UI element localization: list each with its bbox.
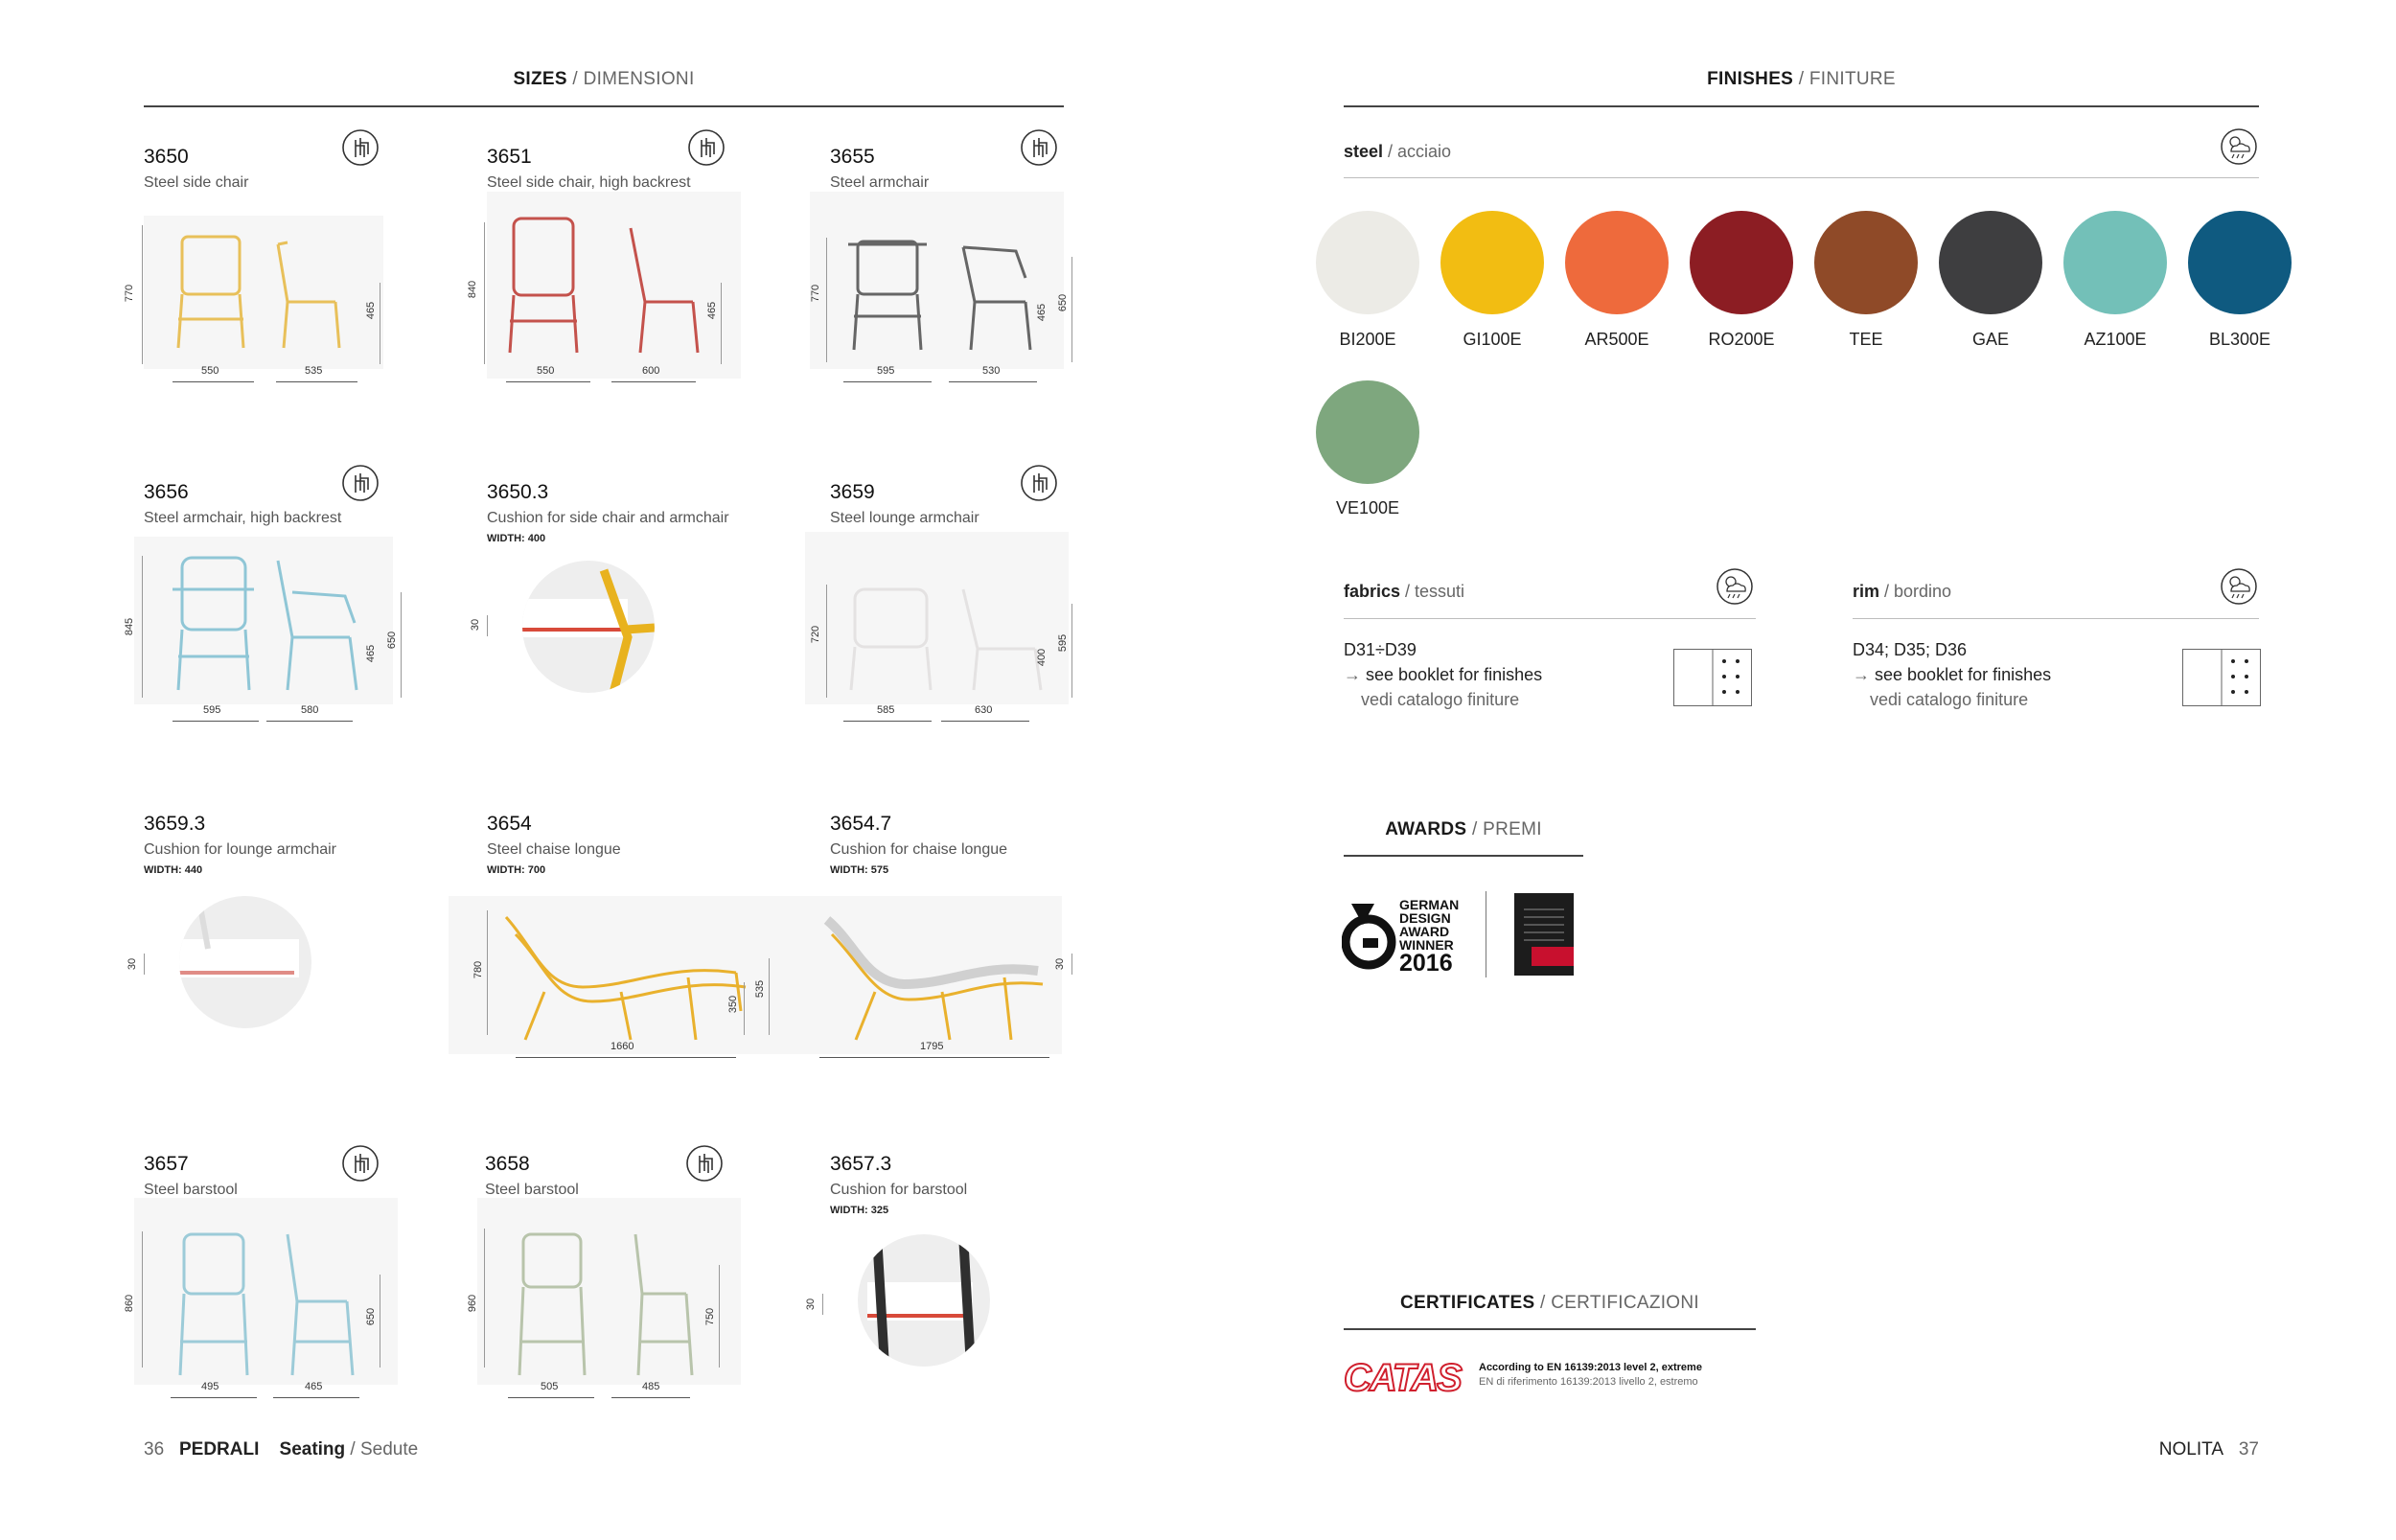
sizes-rule	[144, 105, 1064, 107]
height-dimension: 845	[124, 617, 136, 636]
product-code: 3657	[144, 1153, 189, 1175]
product-name: Steel side chair, high backrest	[487, 174, 691, 191]
product-name: Cushion for chaise longue	[830, 841, 1008, 858]
product-code: 3650	[144, 146, 189, 168]
product-name: Steel barstool	[144, 1182, 238, 1198]
product-name: Steel armchair	[830, 174, 930, 191]
stackable-icon	[341, 128, 380, 167]
height-dimension: 465	[365, 301, 378, 320]
dim-line	[719, 1265, 720, 1368]
stackable-icon	[341, 1144, 380, 1183]
rim-rule	[1853, 618, 2259, 619]
dim-line	[173, 381, 254, 382]
chair-drawing	[805, 532, 1069, 704]
chaise-drawing	[789, 896, 1062, 1054]
product-photo	[789, 896, 1062, 1054]
dim-line	[949, 381, 1037, 382]
product-code: 3654	[487, 813, 532, 835]
outdoor-weather-icon	[2220, 127, 2258, 166]
dim-line	[273, 1397, 359, 1398]
width-dimension: 530	[982, 365, 1001, 377]
rim-pattern	[2183, 650, 2260, 705]
height-dimension: 350	[727, 995, 740, 1014]
cushion-photo	[522, 561, 655, 693]
finish-code: TEE	[1849, 330, 1883, 349]
height-dimension: 960	[467, 1294, 479, 1313]
dim-line	[276, 381, 357, 382]
dim-line	[721, 283, 722, 364]
width-dimension: 595	[203, 704, 221, 716]
product-name: Steel barstool	[485, 1182, 579, 1198]
cushion-photo	[858, 1234, 990, 1367]
finish-swatch-ve100e	[1316, 380, 1419, 484]
dim-line	[484, 222, 485, 364]
certificates-rule	[1344, 1328, 1756, 1330]
product-photo	[477, 1198, 741, 1385]
chair-drawing	[144, 216, 383, 369]
product-photo	[144, 216, 383, 369]
awards-title: AWARDS / PREMI	[1385, 819, 1542, 839]
finish-code: BL300E	[2208, 330, 2271, 349]
height-dimension: 750	[704, 1307, 717, 1326]
product-code: 3651	[487, 146, 532, 168]
width-dimension: 630	[975, 704, 993, 716]
width-label: WIDTH: 440	[144, 864, 203, 876]
height-dimension: 650	[386, 631, 399, 650]
product-photo	[487, 192, 741, 379]
width-label: WIDTH: 325	[830, 1205, 889, 1216]
rim-info: D34; D35; D36 → see booklet for finishes vedi catalogo finiture	[1853, 640, 2052, 709]
iconic-pattern	[1524, 903, 1564, 941]
fabrics-info: D31÷D39 → see booklet for finishes vedi catalogo finiture	[1344, 640, 1543, 709]
dim-line	[826, 238, 827, 362]
iconic-red-label	[1532, 947, 1574, 966]
chaise-drawing	[449, 896, 789, 1054]
dim-line	[484, 1229, 485, 1368]
finish-swatch-bl300e	[2188, 211, 2292, 314]
width-dimension: 495	[201, 1381, 219, 1392]
product-name: Steel chaise longue	[487, 841, 621, 858]
product-code: 3655	[830, 146, 875, 168]
width-dimension: 600	[642, 365, 660, 377]
height-dimension: 400	[1036, 648, 1048, 667]
product-code: 3659.3	[144, 813, 206, 835]
width-dimension: 580	[301, 704, 319, 716]
height-dimension: 30	[470, 618, 482, 632]
dim-line	[173, 721, 259, 722]
height-dimension: 770	[124, 284, 136, 303]
width-dimension: 1660	[611, 1041, 634, 1052]
brand-name: PEDRALI	[178, 1439, 260, 1460]
steel-rule	[1344, 177, 2259, 178]
width-dimension: 595	[877, 365, 895, 377]
width-dimension: 485	[642, 1381, 660, 1392]
chair-drawing	[810, 192, 1064, 369]
awards-rule	[1344, 855, 1583, 857]
rim-heading: rim / bordino	[1853, 582, 1952, 601]
dim-line	[142, 225, 143, 364]
rim-pattern-swatch	[2182, 649, 2261, 706]
product-name: Cushion for lounge armchair	[144, 841, 336, 858]
dim-line	[1071, 954, 1072, 975]
dim-line	[1071, 604, 1072, 698]
fabrics-heading: fabrics / tessuti	[1344, 582, 1465, 601]
width-dimension: 550	[537, 365, 555, 377]
product-photo	[449, 896, 789, 1054]
cushion-photo	[179, 896, 311, 1028]
iconic-award-logo	[1514, 893, 1574, 976]
height-dimension: 30	[127, 957, 139, 971]
height-dimension: 840	[467, 280, 479, 299]
dim-line	[142, 556, 143, 698]
dim-line	[144, 954, 145, 975]
dim-line	[843, 721, 932, 722]
finish-swatch-tee	[1814, 211, 1918, 314]
height-dimension: 650	[365, 1307, 378, 1326]
stackable-icon	[341, 464, 380, 502]
finish-code: AR500E	[1584, 330, 1649, 349]
dim-line	[142, 1231, 143, 1368]
dim-line	[516, 1057, 736, 1058]
sizes-title: SIZES / DIMENSIONI	[513, 69, 695, 89]
stackable-icon	[687, 128, 726, 167]
stackable-icon	[685, 1144, 724, 1183]
finish-swatch-az100e	[2063, 211, 2167, 314]
dim-line	[611, 381, 696, 382]
width-dimension: 585	[877, 704, 895, 716]
finish-swatch-gae	[1939, 211, 2042, 314]
product-code: 3659	[830, 481, 875, 503]
finish-code: GI100E	[1463, 330, 1522, 349]
fabric-pattern	[1674, 650, 1751, 705]
width-dimension: 505	[541, 1381, 559, 1392]
height-dimension: 30	[1054, 957, 1067, 971]
dim-line	[822, 1294, 823, 1315]
finishes-rule	[1344, 105, 2259, 107]
product-code: 3657.3	[830, 1153, 892, 1175]
finish-swatch-gi100e	[1440, 211, 1544, 314]
finishes-title: FINISHES / FINITURE	[1707, 69, 1896, 89]
width-label: WIDTH: 400	[487, 533, 546, 544]
cushion-drawing	[522, 561, 655, 693]
product-code: 3658	[485, 1153, 530, 1175]
cushion-drawing	[179, 896, 311, 1028]
width-dimension: 465	[305, 1381, 323, 1392]
product-photo	[134, 1198, 398, 1385]
height-dimension: 780	[472, 960, 485, 979]
width-dimension: 535	[305, 365, 323, 377]
finish-code: RO200E	[1708, 330, 1775, 349]
height-dimension: 720	[810, 625, 822, 644]
product-name: Cushion for side chair and armchair	[487, 510, 729, 526]
product-code: 3656	[144, 481, 189, 503]
height-dimension: 465	[1036, 303, 1048, 322]
dim-line	[266, 721, 353, 722]
dim-line	[171, 1397, 257, 1398]
product-name: Cushion for barstool	[830, 1182, 968, 1198]
dim-line	[508, 1397, 594, 1398]
footer-right	[2108, 1439, 2259, 1460]
height-dimension: 465	[706, 301, 719, 320]
fabrics-rule	[1344, 618, 1756, 619]
width-dimension: 550	[201, 365, 219, 377]
product-name: Steel side chair	[144, 174, 249, 191]
barstool-drawing	[477, 1198, 741, 1385]
cushion-drawing	[858, 1234, 990, 1367]
width-dimension: 1795	[920, 1041, 944, 1052]
barstool-drawing	[134, 1198, 398, 1385]
dim-line	[843, 381, 932, 382]
finish-swatch-ro200e	[1690, 211, 1793, 314]
product-code: 3654.7	[830, 813, 892, 835]
catas-logo: CATAS	[1344, 1357, 1461, 1399]
dim-line	[611, 1397, 690, 1398]
dim-line	[506, 381, 590, 382]
finish-swatch-bi200e	[1316, 211, 1419, 314]
dim-line	[487, 910, 488, 1035]
dim-line	[769, 958, 770, 1035]
height-dimension: 595	[1057, 633, 1070, 653]
certificates-title: CERTIFICATES / CERTIFICAZIONI	[1399, 1293, 1699, 1313]
dim-line	[819, 1057, 1049, 1058]
german-design-award-logo	[1342, 896, 1466, 977]
page-number: 36	[144, 1439, 165, 1460]
section-name: Seating	[279, 1439, 346, 1460]
certificate-text: According to EN 16139:2013 level 2, extreme EN di riferimento 16139:2013 livello 2, estremo	[1479, 1362, 1702, 1388]
dim-line	[826, 585, 827, 698]
height-dimension: 650	[1057, 293, 1070, 312]
product-photo	[805, 532, 1069, 704]
dim-line	[487, 615, 488, 636]
product-name: Steel armchair, high backrest	[144, 510, 342, 526]
stackable-icon	[1020, 128, 1058, 167]
finish-swatch-ar500e	[1565, 211, 1669, 314]
footer-left: 36 PEDRALI Seating / Sedute	[144, 1439, 419, 1460]
chair-drawing	[134, 537, 393, 704]
steel-heading: steel / acciaio	[1344, 142, 1452, 161]
page-number: 37	[2238, 1439, 2259, 1460]
product-code: 3650.3	[487, 481, 549, 503]
width-label: WIDTH: 700	[487, 864, 546, 876]
chair-drawing	[487, 192, 741, 379]
product-name: Steel lounge armchair	[830, 510, 979, 526]
award-emblem-icon	[1342, 896, 1403, 973]
dim-line	[401, 592, 402, 698]
dim-line	[1071, 257, 1072, 362]
product-photo	[134, 537, 393, 704]
finish-code: BI200E	[1339, 330, 1396, 349]
width-label: WIDTH: 575	[830, 864, 889, 876]
fabric-pattern-swatch	[1673, 649, 1752, 706]
stackable-icon	[1020, 464, 1058, 502]
finish-code: VE100E	[1335, 498, 1400, 517]
height-dimension: 30	[805, 1298, 818, 1311]
dim-line	[941, 721, 1029, 722]
height-dimension: 535	[754, 979, 767, 999]
height-dimension: 770	[810, 284, 822, 303]
height-dimension: 465	[365, 644, 378, 663]
outdoor-weather-icon	[2220, 567, 2258, 606]
product-photo	[810, 192, 1064, 369]
finish-code: AZ100E	[2084, 330, 2147, 349]
finish-code: GAE	[1971, 330, 2009, 349]
height-dimension: 860	[124, 1294, 136, 1313]
award-text: GERMAN DESIGN AWARD WINNER 2016	[1399, 897, 1460, 977]
outdoor-weather-icon	[1716, 567, 1754, 606]
collection-name: NOLITA	[2158, 1439, 2224, 1460]
dim-line	[744, 982, 745, 1035]
